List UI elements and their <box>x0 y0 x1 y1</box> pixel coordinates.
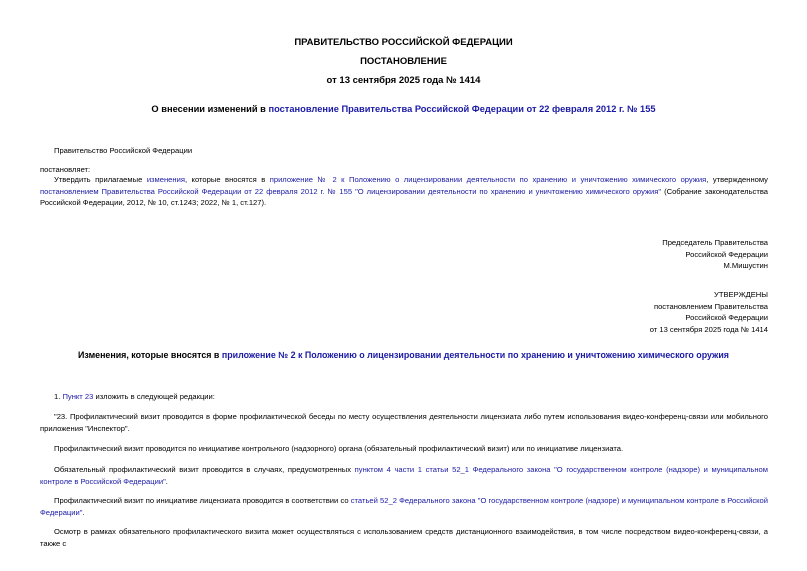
signature-line-2: Российской Федерации <box>685 249 768 259</box>
approve-text-2: , которые вносятся в <box>184 175 270 184</box>
paragraph-2: Профилактический визит проводится по инициативе контрольного (надзорного) органа (обязательный профилактический визит) или по инициативе лицензиата. <box>54 444 624 453</box>
appendix-link[interactable]: приложение № 2 к Положению о лицензировании деятельности по хранению и уничтожению химического оружия <box>269 175 707 184</box>
approved-line-2: постановлением Правительства <box>653 301 768 311</box>
approved-line-1: УТВЕРЖДЕНЫ <box>714 290 768 299</box>
document-title <box>0 104 807 114</box>
document-title-link[interactable]: постановление Правительства Российской Федерации от 22 февраля 2012 г. № 155 <box>268 104 656 114</box>
resolution-link[interactable]: постановлением Правительства Российской Федерации от 22 февраля 2012 г. № 155 "О лицензировании деятельности по хранению и уничтожению химического оружия" <box>40 186 662 196</box>
changes-title-prefix: Изменения, которые вносятся в <box>78 350 222 360</box>
changes-link[interactable]: изменения <box>146 175 185 184</box>
paragraph-4-text: Профилактический визит по инициативе лицензиата проводится в соответствии со <box>54 496 351 505</box>
approved-line-4: от 13 сентября 2025 года № 1414 <box>649 324 768 334</box>
approve-text-3: , утвержденному <box>706 175 768 184</box>
approved-block <box>650 289 768 335</box>
item-1-rest: изложить в следующей редакции: <box>93 392 215 401</box>
changes-title-link[interactable]: приложение № 2 к Положению о лицензировании деятельности по хранению и уничтожению химического оружия <box>221 350 729 360</box>
approve-text-4: (Собрание законодательства Российской Федерации, 2012, № 10, ст.1243; 2022, № 1, ст.127). <box>40 186 768 207</box>
item-1-prefix: 1. <box>54 392 63 401</box>
item-1-link[interactable]: Пункт 23 <box>62 392 94 401</box>
paragraph-4 <box>40 495 768 518</box>
issuer-text: Правительство Российской Федерации <box>54 146 193 155</box>
changes-title <box>0 350 807 360</box>
paragraph-4-end: . <box>82 507 85 517</box>
item-1 <box>54 391 215 403</box>
paragraph-5: Осмотр в рамках обязательного профилактического визита может осуществляться с использованием средств дистанционного взаимодействия, в том числе посредством видео-конференц-связи, а также с <box>40 527 768 548</box>
paragraph-3-text: Обязательный профилактический визит проводится в случаях, предусмотренных <box>54 465 355 474</box>
paragraph-1: "23. Профилактический визит проводится в форме профилактической беседы по месту осуществления деятельности лицензиата либо путем использования видео-конференц-связи или мобильного приложения "Инспектор". <box>40 412 768 433</box>
paragraph-3-end: . <box>165 476 168 486</box>
paragraph-3-link[interactable]: пунктом 4 части 1 статьи 52_1 Федерального закона "О государственном контроле (надзоре) и муниципальном контроле в Российской Федерации" <box>40 465 768 486</box>
document-date-number: от 13 сентября 2025 года № 1414 <box>326 75 481 86</box>
signature-line-1: Председатель Правительства <box>662 238 768 247</box>
approve-paragraph <box>40 174 768 209</box>
signature-line-3: М.Мишустин <box>723 261 768 271</box>
paragraph-3 <box>40 464 768 487</box>
paragraph-4-link[interactable]: статьей 52_2 Федерального закона "О государственном контроле (надзоре) и муниципальном контроле в Российской Федерации" <box>40 496 768 517</box>
decides-text: постановляет: <box>40 165 91 174</box>
government-heading: ПРАВИТЕЛЬСТВО РОССИЙСКОЙ ФЕДЕРАЦИИ <box>294 37 513 48</box>
approved-line-3: Российской Федерации <box>685 313 768 323</box>
approve-text-1: Утвердить прилагаемые <box>54 175 147 184</box>
document-title-prefix: О внесении изменений в <box>151 104 269 114</box>
signature-block <box>662 237 768 272</box>
document-type: ПОСТАНОВЛЕНИЕ <box>360 56 447 67</box>
